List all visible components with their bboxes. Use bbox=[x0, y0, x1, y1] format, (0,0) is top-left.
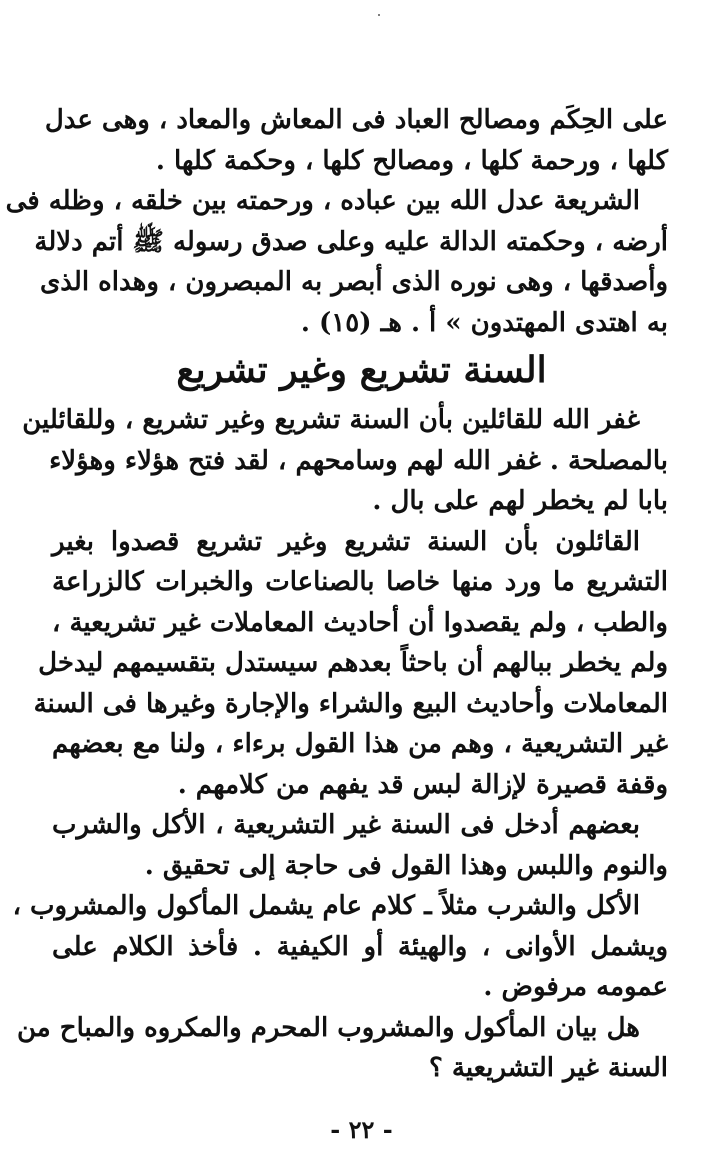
text-line: السنة غير التشريعية ؟ bbox=[429, 1053, 668, 1083]
text-line: بالمصلحة . غفر الله لهم وسامحهم ، لقد فتح هؤلاء وهؤلاء bbox=[49, 445, 668, 476]
page-number: - ٢٢ - bbox=[330, 1115, 393, 1144]
text-line: الأكل والشرب مثلاً ـ كلام عام يشمل المأكول والمشروب ، bbox=[12, 891, 640, 921]
text-line: ويشمل الأوانى ، والهيئة أو الكيفية . فأخذ الكلام على bbox=[52, 931, 668, 962]
text-line: به اهتدى المهتدون » أ . هـ (١٥) . bbox=[300, 307, 668, 338]
text-line: على الحِكَم ومصالح العباد فى المعاش والمعاد ، وهى عدل bbox=[44, 105, 668, 135]
text-line: وأصدقها ، وهى نوره الذى أبصر به المبصرون ، وهداه الذى bbox=[39, 267, 668, 297]
text-line: بعضهم أدخل فى السنة غير التشريعية ، الأكل والشرب bbox=[52, 810, 640, 840]
text-line: هل بيان المأكول والمشروب المحرم والمكروه والمباح من bbox=[17, 1012, 640, 1043]
scan-speck bbox=[378, 14, 380, 16]
text-line: القائلون بأن السنة تشريع وغير تشريع قصدوا بغير bbox=[52, 526, 640, 557]
text-line: الشريعة عدل الله بين عباده ، ورحمته بين خلقه ، وظله فى bbox=[5, 186, 640, 216]
text-line: المعاملات وأحاديث البيع والشراء والإجارة وغيرها فى السنة bbox=[33, 688, 668, 719]
text-line: عمومه مرفوض . bbox=[483, 972, 668, 1002]
text-line: التشريع ما ورد منها خاصا بالصناعات والخبرات كالزراعة bbox=[52, 567, 668, 597]
text-line: غفر الله للقائلين بأن السنة تشريع وغير تشريع ، وللقائلين bbox=[22, 405, 640, 435]
text-line: كلها ، ورحمة كلها ، ومصالح كلها ، وحكمة كلها . bbox=[155, 145, 668, 176]
paragraph-block-main bbox=[12, 400, 668, 1089]
section-heading: السنة تشريع وغير تشريع bbox=[176, 349, 547, 391]
text-line: وقفة قصيرة لإزالة لبس قد يفهم من كلامهم . bbox=[177, 769, 668, 800]
text-line: والطب ، ولم يقصدوا أن أحاديث المعاملات غير تشريعية ، bbox=[52, 607, 668, 638]
text-line: أرضه ، وحكمته الدالة عليه وعلى صدق رسوله ﷺ أتم دلالة bbox=[34, 226, 668, 257]
text-line: غير التشريعية ، وهم من هذا القول برءاء ، ولنا مع بعضهم bbox=[52, 729, 668, 759]
text-line: بابا لم يخطر لهم على بال . bbox=[372, 486, 668, 516]
text-line: والنوم واللبس وهذا القول فى حاجة إلى تحقيق . bbox=[144, 850, 668, 881]
paragraph-block-top bbox=[5, 100, 668, 343]
text-line: ولم يخطر ببالهم أن باحثاً بعدهم سيستدل بتقسيمهم ليدخل bbox=[38, 648, 668, 678]
